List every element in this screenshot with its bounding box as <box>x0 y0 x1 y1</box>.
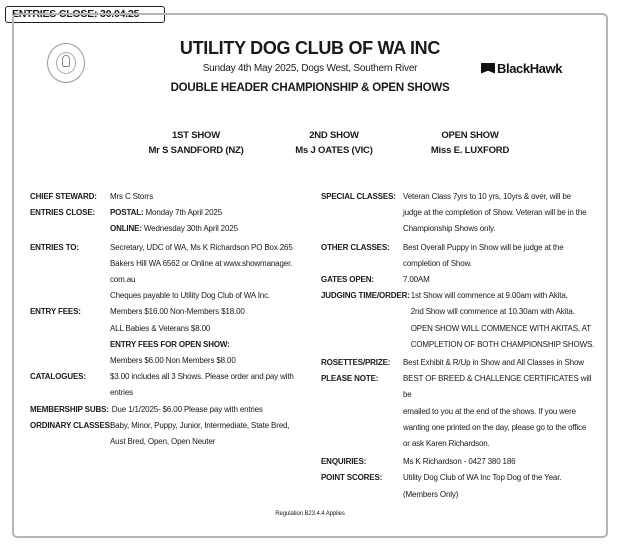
rosettes-value: Best Exhibit & R/Up in Show and All Classes in Show <box>403 358 584 368</box>
catalogues-line: $3.00 includes all 3 Shows. Please order and pay with <box>110 372 294 382</box>
show-heading: DOUBLE HEADER CHAMPIONSHIP & OPEN SHOWS <box>170 82 450 94</box>
entry-fees-line: ALL Babies & Veterans $8.00 <box>110 323 211 333</box>
judging-line: OPEN SHOW WILL COMMENCE WITH AKITAS, AT <box>410 323 591 333</box>
gates-open-value: 7.00AM <box>403 275 430 285</box>
membership-row <box>30 402 315 418</box>
membership-label: MEMBERSHIP SUBS: <box>30 404 109 414</box>
please-note-line: emailed to you at the end of the shows. If you were <box>403 406 576 416</box>
other-classes-line: completion of Show. <box>403 258 472 268</box>
enquiries-value: Ms K Richardson - 0427 380 186 <box>403 457 516 467</box>
other-classes-label: OTHER CLASSES: <box>321 242 390 252</box>
sponsor-name: BlackHawk <box>497 60 563 76</box>
event-date-venue: Sunday 4th May 2025, Dogs West, Southern River <box>202 63 418 74</box>
judging-row <box>321 288 596 353</box>
show-judge: Ms J OATES (VIC) <box>295 145 373 156</box>
please-note-line: BEST OF BREED & CHALLENGE CERTIFICATES will be <box>403 374 592 400</box>
please-note-line: or ask Karen Richardson. <box>403 439 490 449</box>
details-left-column <box>30 189 315 450</box>
other-classes-line: Best Overall Puppy in Show will be judge at the <box>403 242 564 252</box>
special-classes-line: judge at the completion of Show. Veteran will be in the <box>403 208 587 218</box>
show-name: 1ST SHOW <box>171 130 220 141</box>
entries-to-line: Bakers Hill WA 6562 or Online at www.showmanager. <box>110 258 293 268</box>
catalogues-line: entries <box>110 388 133 398</box>
rosettes-label: ROSETTES/PRIZE: <box>321 358 391 368</box>
ordinary-classes-row <box>30 418 315 450</box>
entry-fees-line: Members $16.00 Non-Members $18.00 <box>110 307 245 317</box>
entry-fees-label: ENTRY FEES: <box>30 307 81 317</box>
special-classes-row <box>321 189 596 238</box>
entries-to-line: com.au <box>110 275 136 285</box>
entries-close-label: ENTRIES CLOSE: <box>30 208 96 218</box>
please-note-label: PLEASE NOTE: <box>321 374 379 384</box>
membership-value: Due 1/1/2025- $6.00 Please pay with entries <box>111 404 263 414</box>
entry-fees-row <box>30 304 315 369</box>
show-open <box>400 128 540 158</box>
entry-fees-line: Members $6.00 Non Members $8.00 <box>110 356 236 366</box>
sponsor-logo <box>481 60 562 76</box>
show-first <box>126 128 266 158</box>
enquiries-row <box>321 454 596 470</box>
entries-to-row <box>30 240 315 305</box>
chief-steward-row <box>30 189 315 205</box>
entries-to-line: Cheques payable to Utility Dog Club of WA Inc. <box>110 291 270 301</box>
rosettes-row <box>321 355 596 371</box>
chief-steward-value: Mrs C Storrs <box>110 192 154 201</box>
gates-open-row <box>321 272 596 288</box>
show-judge: Miss E. LUXFORD <box>430 145 510 156</box>
special-classes-line: Championship Shows only. <box>403 224 496 234</box>
point-scores-line: (Members Only) <box>403 489 459 499</box>
show-second <box>264 128 404 158</box>
show-judge: Mr S SANDFORD (NZ) <box>148 145 244 156</box>
show-name: 2ND SHOW <box>309 130 359 141</box>
special-classes-label: SPECIAL CLASSES: <box>321 192 396 201</box>
details-right-column <box>321 189 596 503</box>
entries-close-badge: ENTRIES CLOSE: 30.04.25 <box>5 6 165 23</box>
chief-steward-label: CHIEF STEWARD: <box>30 192 97 201</box>
judging-label: JUDGING TIME/ORDER: <box>321 291 410 301</box>
gates-open-label: GATES OPEN: <box>321 275 374 285</box>
judging-line: 2nd Show will commence at 10.30am with Akita. <box>410 307 575 317</box>
point-scores-label: POINT SCORES: <box>321 473 383 483</box>
online-label: ONLINE: <box>110 224 142 234</box>
please-note-line: wanting one printed on the day, please go to the office <box>403 422 587 432</box>
point-scores-row <box>321 470 596 502</box>
special-classes-line: Veteran Class 7yrs to 10 yrs, 10yrs & over, will be <box>403 192 571 201</box>
ordinary-classes-line: Aust Bred, Open, Open Neuter <box>110 437 216 447</box>
judging-line: COMPLETION OF BOTH CHAMPIONSHIP SHOWS. <box>410 339 595 349</box>
page-title: UTILITY DOG CLUB OF WA INC <box>179 38 441 58</box>
ordinary-classes-line: Baby, Minor, Puppy, Junior, Intermediate, State Bred, <box>110 420 290 430</box>
enquiries-label: ENQUIRIES: <box>321 457 367 467</box>
entries-to-line: Secretary, UDC of WA, Ms K Richardson PO Box 265 <box>110 242 293 252</box>
blackhawk-icon <box>481 63 495 74</box>
other-classes-row <box>321 240 596 272</box>
online-date: Wednesday 30th April 2025 <box>143 224 238 234</box>
point-scores-line: Utility Dog Club of WA Inc Top Dog of the Year. <box>403 473 562 483</box>
please-note-row <box>321 371 596 452</box>
regulation-footer: Regulation B23.4.4 Applies <box>275 511 345 517</box>
judging-line: 1st Show will commence at 9.00am with Akita, <box>410 291 568 301</box>
postal-label: POSTAL: <box>110 208 144 218</box>
open-show-fees-heading: ENTRY FEES FOR OPEN SHOW: <box>110 339 230 349</box>
show-name: OPEN SHOW <box>441 130 499 141</box>
postal-date: Monday 7th April 2025 <box>145 208 223 218</box>
entries-to-label: ENTRIES TO: <box>30 242 79 252</box>
catalogues-label: CATALOGUES: <box>30 372 86 382</box>
entries-close-row <box>30 205 315 237</box>
ordinary-classes-label: ORDINARY CLASSES: <box>30 420 113 430</box>
catalogues-row <box>30 369 315 401</box>
